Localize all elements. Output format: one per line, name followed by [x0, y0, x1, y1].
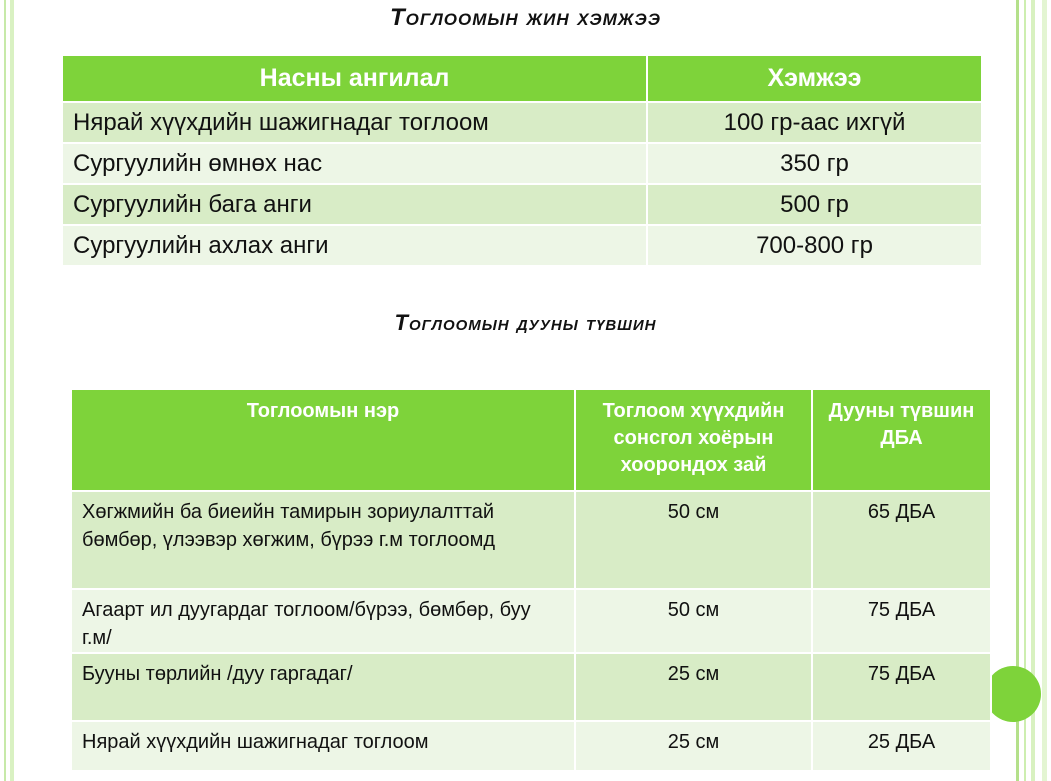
toy-name-cell: Нярай хүүхдийн шажигнадаг тоглоом	[71, 721, 575, 771]
age-category-cell: Нярай хүүхдийн шажигнадаг тоглоом	[62, 102, 647, 143]
weight-section-title: Тоглоомын жин хэмжээ	[390, 4, 661, 31]
distance-cell: 50 см	[575, 589, 812, 653]
table-row	[71, 721, 991, 771]
right-decor-stripe	[1031, 0, 1035, 781]
distance-cell: 25 см	[575, 721, 812, 771]
toy-name-cell: Бууны төрлийн /дуу гаргадаг/	[71, 653, 575, 721]
sound-level-cell: 75 ДБА	[812, 589, 991, 653]
left-decor-stripe	[4, 0, 6, 781]
toy-name-cell: Хөгжмийн ба биеийн тамирын зориулалттай бөмбөр, үлээвэр хөгжим, бүрээ г.м тоглоомд	[71, 491, 575, 589]
amount-cell: 700-800 гр	[647, 225, 982, 266]
distance-cell: 50 см	[575, 491, 812, 589]
table-row	[71, 653, 991, 721]
amount-cell: 350 гр	[647, 143, 982, 184]
distance-cell: 25 см	[575, 653, 812, 721]
sound-level-cell: 25 ДБА	[812, 721, 991, 771]
age-category-cell: Сургуулийн өмнөх нас	[62, 143, 647, 184]
left-decor-stripe	[10, 0, 14, 781]
table-row	[62, 184, 982, 225]
table-header-row	[62, 55, 982, 102]
sound-level-cell: 65 ДБА	[812, 491, 991, 589]
table-header-row	[71, 389, 991, 491]
amount-cell: 500 гр	[647, 184, 982, 225]
right-decor-stripe	[1042, 0, 1047, 781]
header-distance: Тоглоом хүүхдийн сонсгол хоёрын хоорондох зай	[575, 389, 812, 491]
table-row	[62, 102, 982, 143]
table-row	[71, 589, 991, 653]
table-row	[71, 491, 991, 589]
table-row	[62, 143, 982, 184]
age-category-cell: Сургуулийн ахлах анги	[62, 225, 647, 266]
header-age-category: Насны ангилал	[62, 55, 647, 102]
weight-table	[61, 54, 983, 267]
header-amount: Хэмжээ	[647, 55, 982, 102]
table-row	[62, 225, 982, 266]
sound-level-cell: 75 ДБА	[812, 653, 991, 721]
right-decor-stripe	[1016, 0, 1019, 781]
toy-name-cell: Агаарт ил дуугардаг тоглоом/бүрээ, бөмбөр, буу г.м/	[71, 589, 575, 653]
amount-cell: 100 гр-аас ихгүй	[647, 102, 982, 143]
header-toy-name: Тоглоомын нэр	[71, 389, 575, 491]
header-sound-level: Дууны түвшин ДБА	[812, 389, 991, 491]
sound-section-title: Тоглоомын дууны түвшин	[394, 310, 657, 335]
right-decor-stripe	[1024, 0, 1026, 781]
sound-table	[70, 388, 992, 772]
decor-green-circle	[985, 666, 1041, 722]
age-category-cell: Сургуулийн бага анги	[62, 184, 647, 225]
